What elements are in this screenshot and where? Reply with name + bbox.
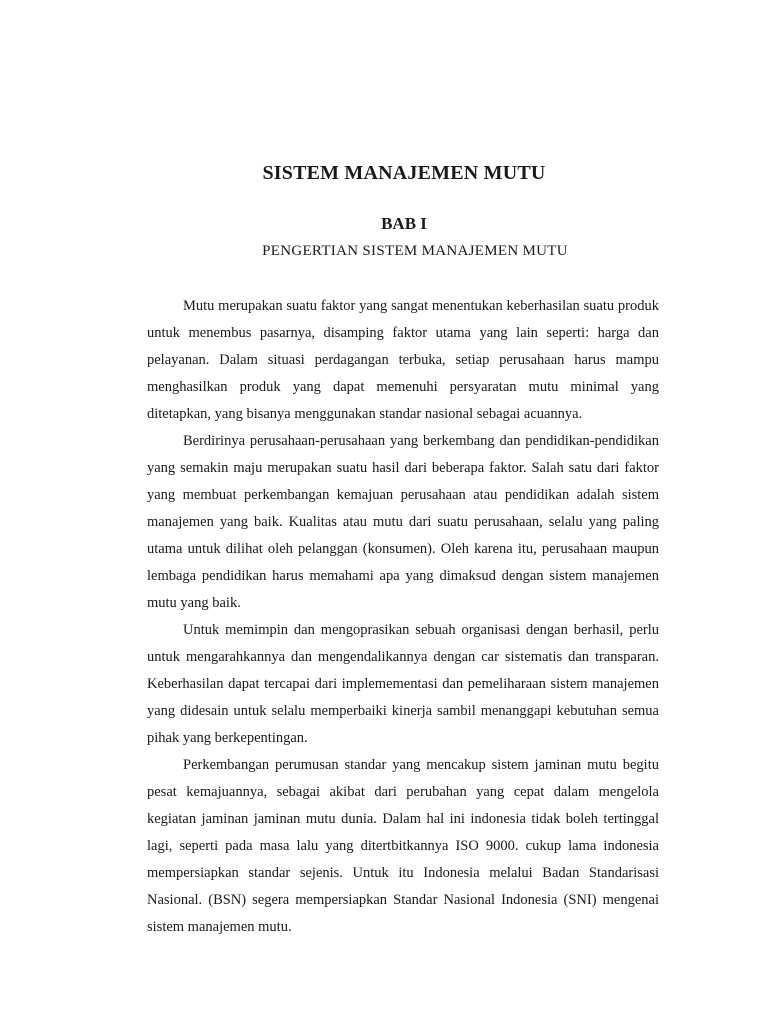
document-title: SISTEM MANAJEMEN MUTU bbox=[262, 162, 546, 184]
paragraph: Berdirinya perusahaan-perusahaan yang berkembang dan pendidikan-pendidikan yang semakin maju merupakan suatu hasil dari beberapa faktor. Salah satu dari faktor yang membuat perkembangan kemajuan perusahaan atau pendidikan adalah sistem manajemen yang baik. Kualitas atau mutu dari suatu perusahaan, selalu yang paling utama untuk dilihat oleh pelanggan (konsumen). Oleh karena itu, perusahaan maupun lembaga pendidikan harus memahami apa yang dimaksud dengan sistem manajemen mutu yang baik. bbox=[147, 433, 659, 611]
paragraph: Untuk memimpin dan mengoprasikan sebuah organisasi dengan berhasil, perlu untuk mengarahkannya dan mengendalikannya dengan car sistematis dan transparan. Keberhasilan dapat tercapai dari implemementasi dan pemeliharaan sistem manajemen yang didesain untuk selalu memperbaiki kinerja sambil menanggapi kebutuhan semua pihak yang berkepentingan. bbox=[147, 622, 659, 746]
chapter-heading: BAB I bbox=[381, 214, 427, 233]
chapter-title: PENGERTIAN SISTEM MANAJEMEN MUTU bbox=[262, 243, 568, 259]
paragraph: Mutu merupakan suatu faktor yang sangat menentukan keberhasilan suatu produk untuk menembus pasarnya, disamping faktor utama yang lain seperti: harga dan pelayanan. Dalam situasi perdagangan terbuka, setiap perusahaan harus mampu menghasilkan produk yang dapat memenuhi persyaratan mutu minimal yang ditetapkan, yang bisanya menggunakan standar nasional sebagai acuannya. bbox=[147, 298, 659, 422]
document-body bbox=[147, 293, 659, 941]
paragraph: Perkembangan perumusan standar yang mencakup sistem jaminan mutu begitu pesat kemajuannya, sebagai akibat dari perubahan yang cepat dalam mengelola kegiatan jaminan jaminan mutu dunia. Dalam hal ini indonesia tidak boleh tertinggal lagi, seperti pada masa lalu yang ditertbitkannya ISO 9000. cukup lama indonesia mempersiapkan standar sejenis. Untuk itu Indonesia melalui Badan Standarisasi Nasional. (BSN) segera mempersiapkan Standar Nasional Indonesia (SNI) mengenai sistem manajemen mutu. bbox=[147, 757, 659, 935]
